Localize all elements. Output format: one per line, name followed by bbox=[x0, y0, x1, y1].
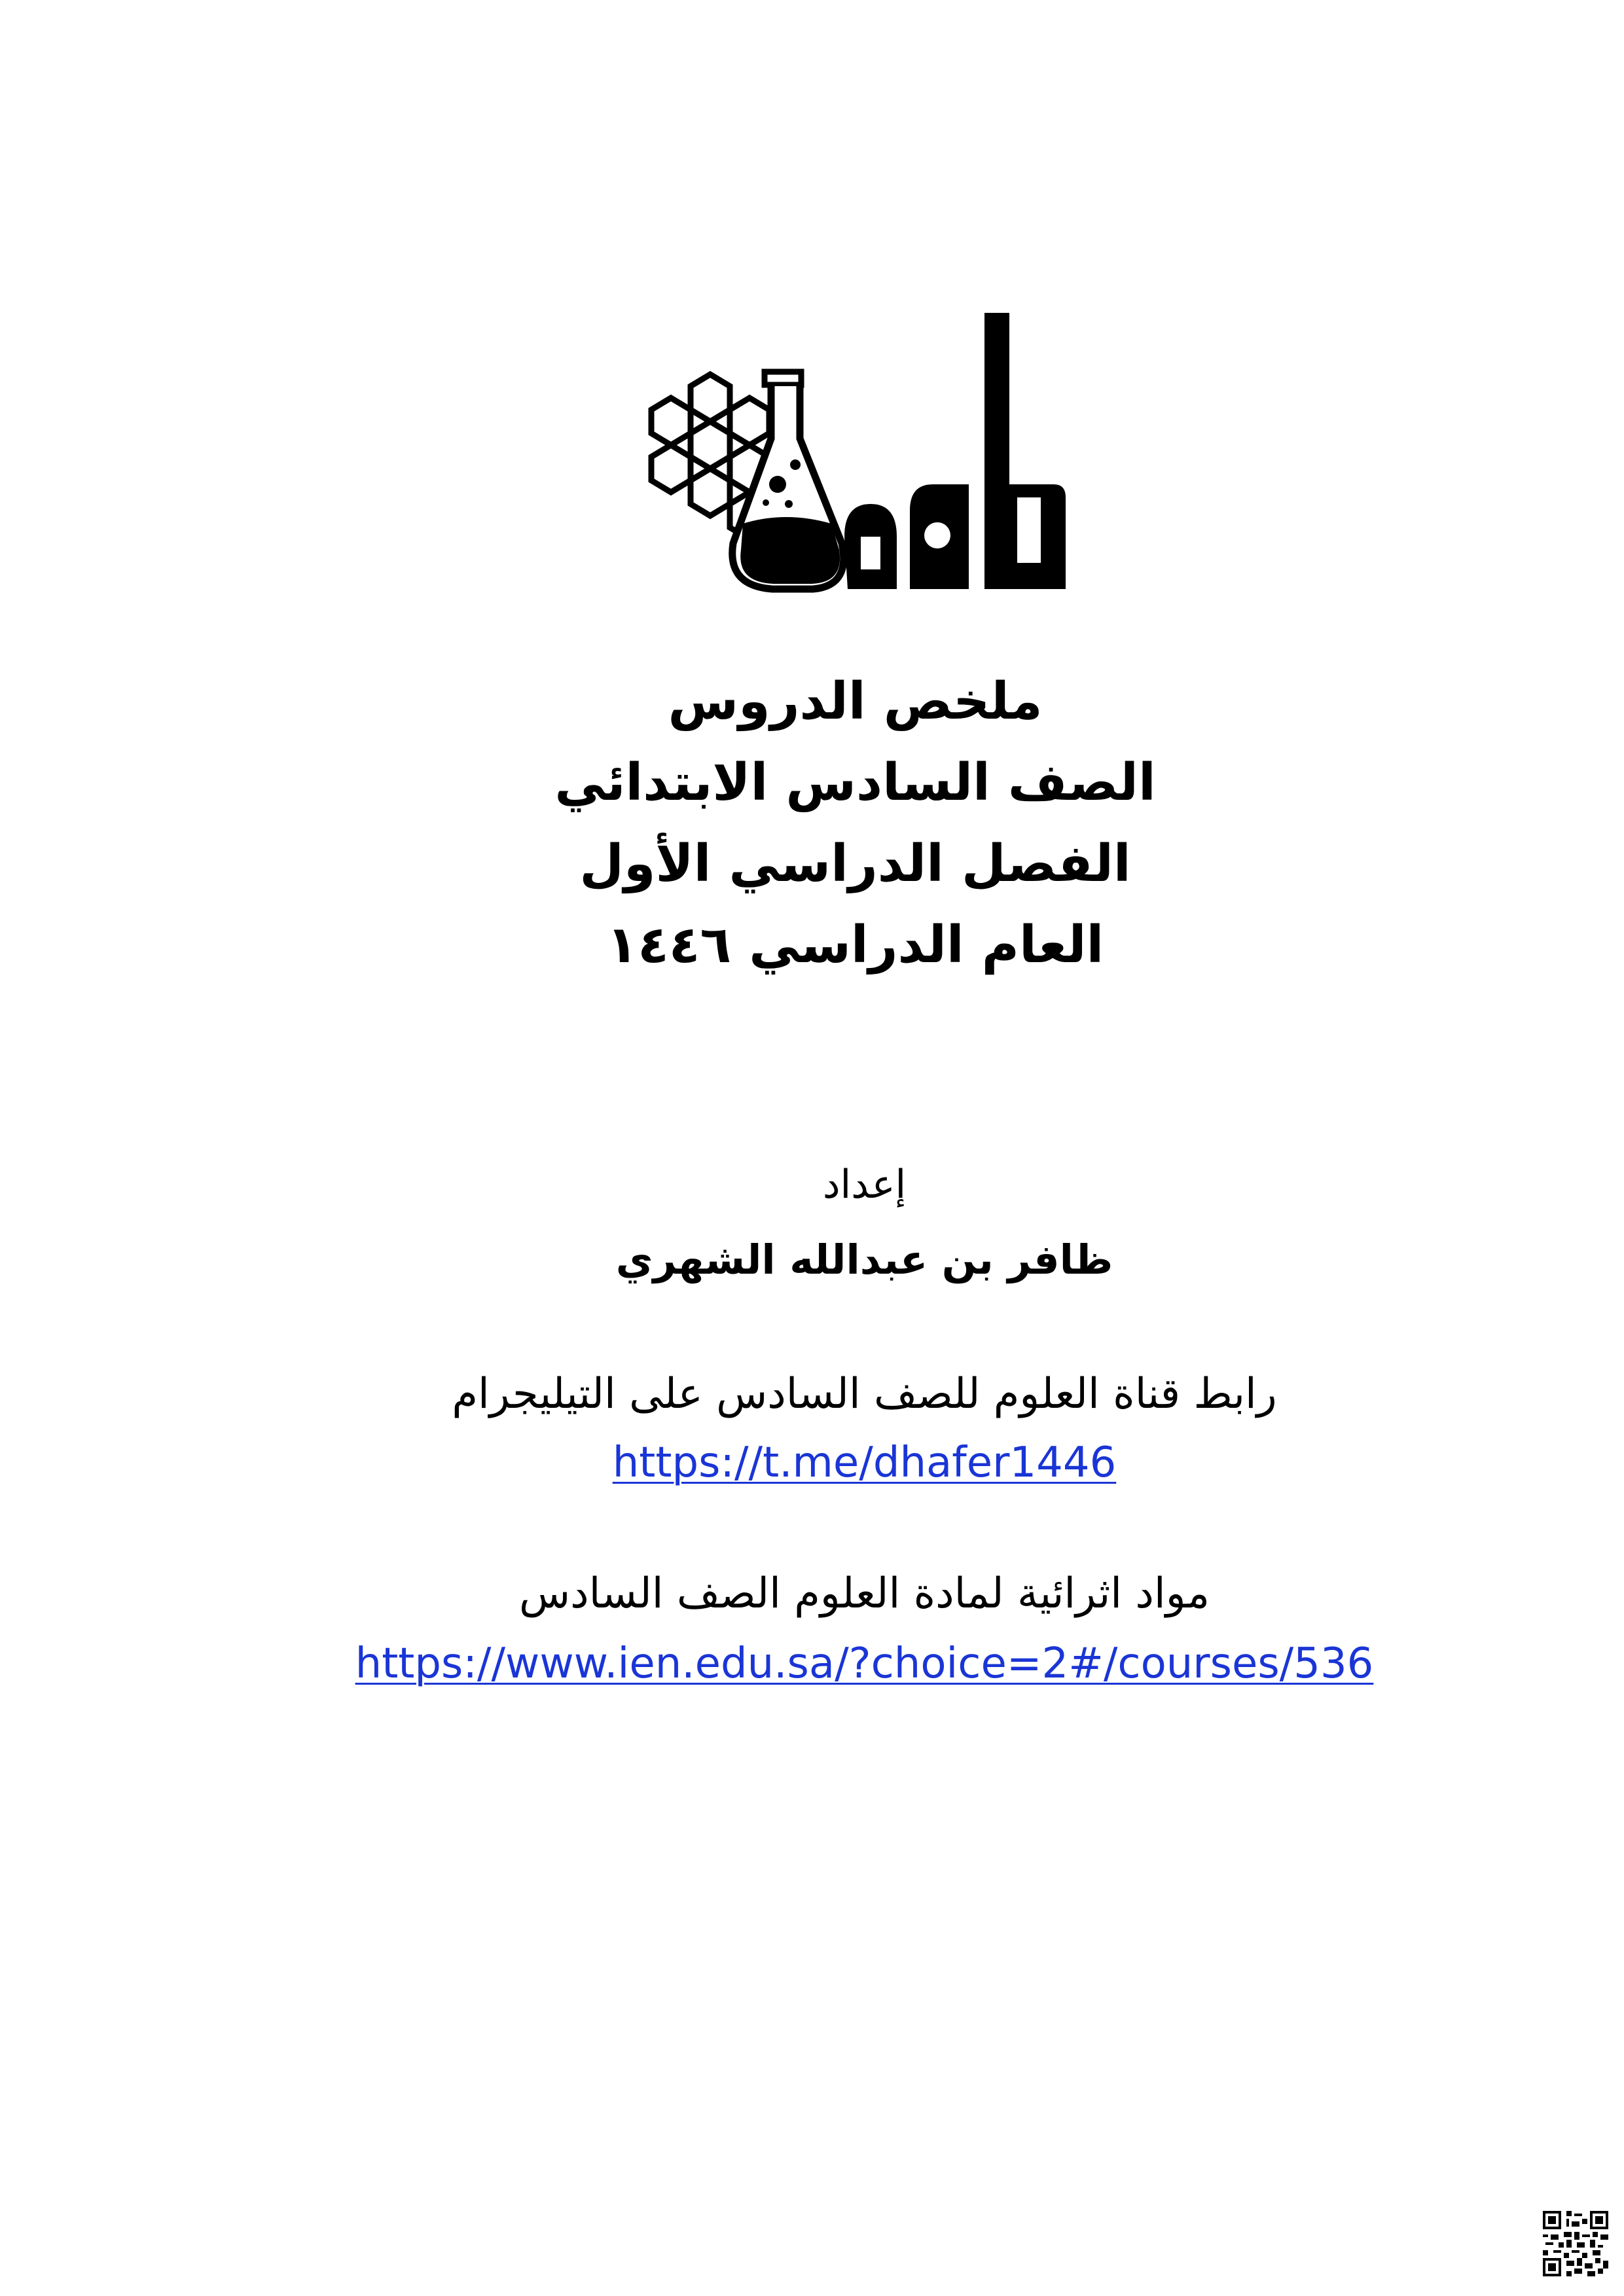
telegram-channel-link[interactable]: https://t.me/dhafer1446 bbox=[612, 1439, 1117, 1487]
science-logo bbox=[628, 288, 1067, 641]
channel-label: رابط قناة العلوم للصف السادس على التيليجرام bbox=[452, 1370, 1277, 1418]
title-line-grade: الصف السادس الابتدائي bbox=[554, 753, 1156, 812]
enrichment-materials-link[interactable]: https://www.ien.edu.sa/?choice=2#/courses/536 bbox=[355, 1640, 1374, 1688]
author-name: ظافر بن عبدالله الشهري bbox=[615, 1236, 1113, 1283]
enrichment-materials-label: مواد اثرائية لمادة العلوم الصف السادس bbox=[518, 1570, 1210, 1618]
title-line-summary: ملخص الدروس bbox=[668, 672, 1043, 731]
science-flask-hexagon-logo bbox=[628, 288, 1067, 641]
qr-code-icon bbox=[1543, 2211, 1608, 2276]
prepared-by-label: إعداد bbox=[822, 1162, 907, 1208]
title-block bbox=[0, 661, 1624, 986]
title-line-semester: الفصل الدراسي الأول bbox=[579, 834, 1131, 893]
title-line-year: العام الدراسي ١٤٤٦ bbox=[606, 916, 1104, 975]
